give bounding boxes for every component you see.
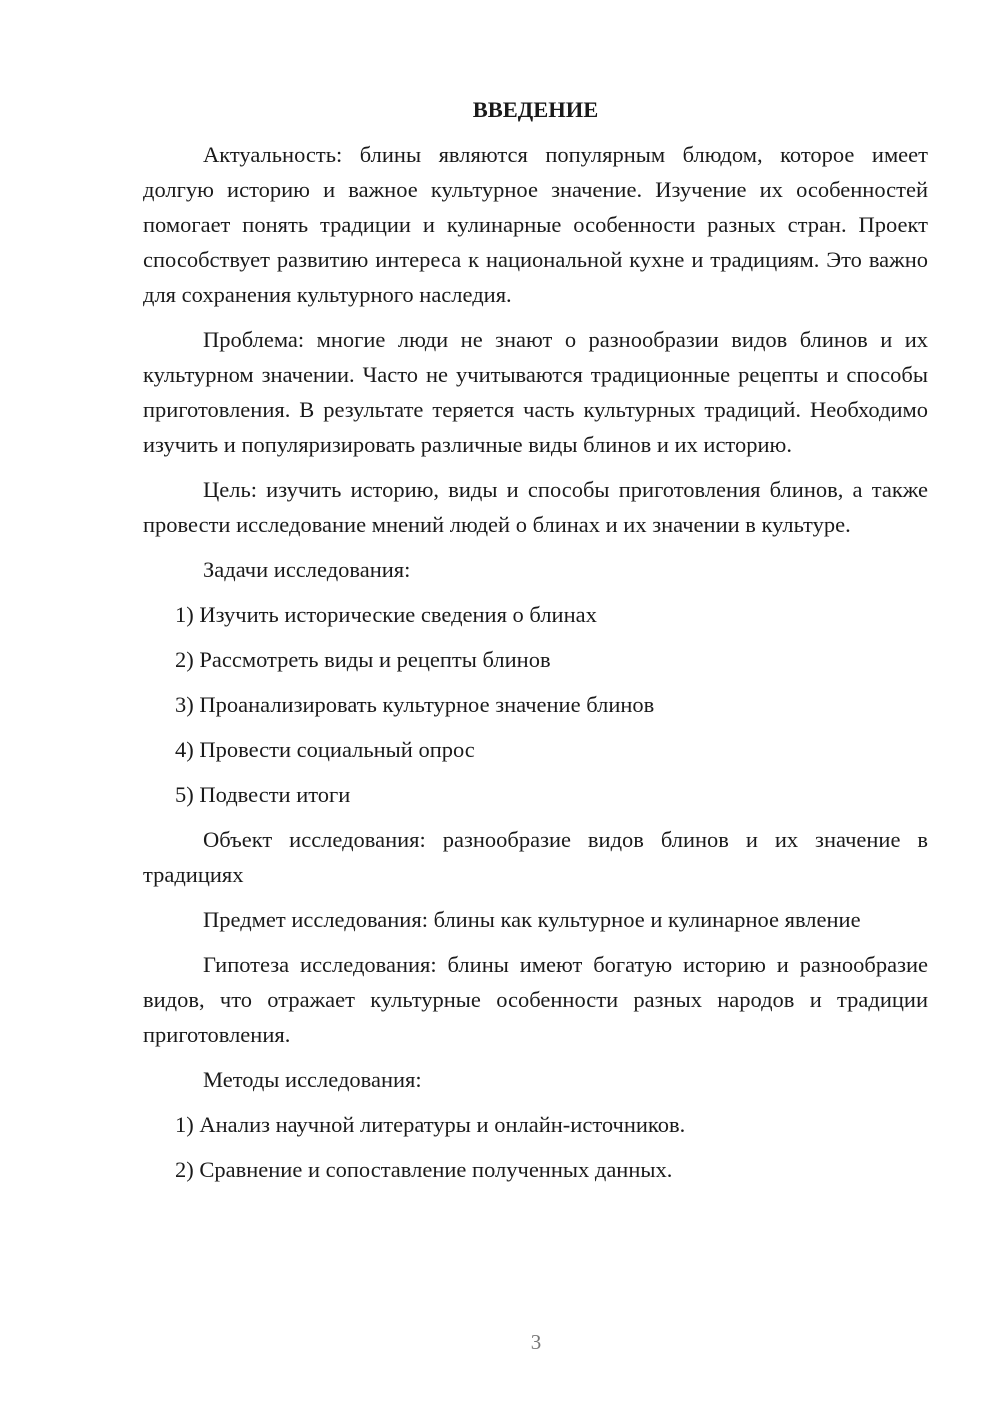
goal-paragraph: Цель: изучить историю, виды и способы приготовления блинов, а также провести исследование мнений людей о блинах и их значении в культуре. [143, 477, 928, 537]
task-item-3: 3) Проанализировать культурное значение блинов [175, 692, 655, 717]
section-title: ВВЕДЕНИЕ [472, 97, 599, 122]
relevance-paragraph: Актуальность: блины являются популярным блюдом, которое имеет долгую историю и важное культурное значение. Изучение их особенностей помогает понять традиции и кулинарные особенности разных стран. Проект способствует развитию интереса к национальной кухне и традициям. Это важно для сохранения культурного наследия. [143, 142, 928, 307]
subject-paragraph: Предмет исследования: блины как культурное и кулинарное явление [203, 907, 861, 932]
task-item-5: 5) Подвести итоги [175, 782, 351, 807]
page-number: 3 [530, 1330, 542, 1354]
task-item-1: 1) Изучить исторические сведения о блинах [175, 602, 597, 627]
tasks-heading: Задачи исследования: [203, 557, 411, 582]
problem-paragraph: Проблема: многие люди не знают о разнообразии видов блинов и их культурном значении. Часто не учитываются традиционные рецепты и способы приготовления. В результате теряется часть культурных традиций. Необходимо изучить и популяризировать различные виды блинов и их историю. [143, 327, 928, 457]
method-item-1: 1) Анализ научной литературы и онлайн-источников. [175, 1112, 686, 1137]
object-paragraph: Объект исследования: разнообразие видов блинов и их значение в традициях [143, 827, 928, 887]
task-item-2: 2) Рассмотреть виды и рецепты блинов [175, 647, 551, 672]
methods-heading: Методы исследования: [203, 1067, 422, 1092]
task-item-4: 4) Провести социальный опрос [175, 737, 475, 762]
page-content [143, 92, 928, 1197]
hypothesis-paragraph: Гипотеза исследования: блины имеют богатую историю и разнообразие видов, что отражает культурные особенности разных народов и традиции приготовления. [143, 952, 928, 1047]
method-item-2: 2) Сравнение и сопоставление полученных данных. [175, 1157, 673, 1182]
